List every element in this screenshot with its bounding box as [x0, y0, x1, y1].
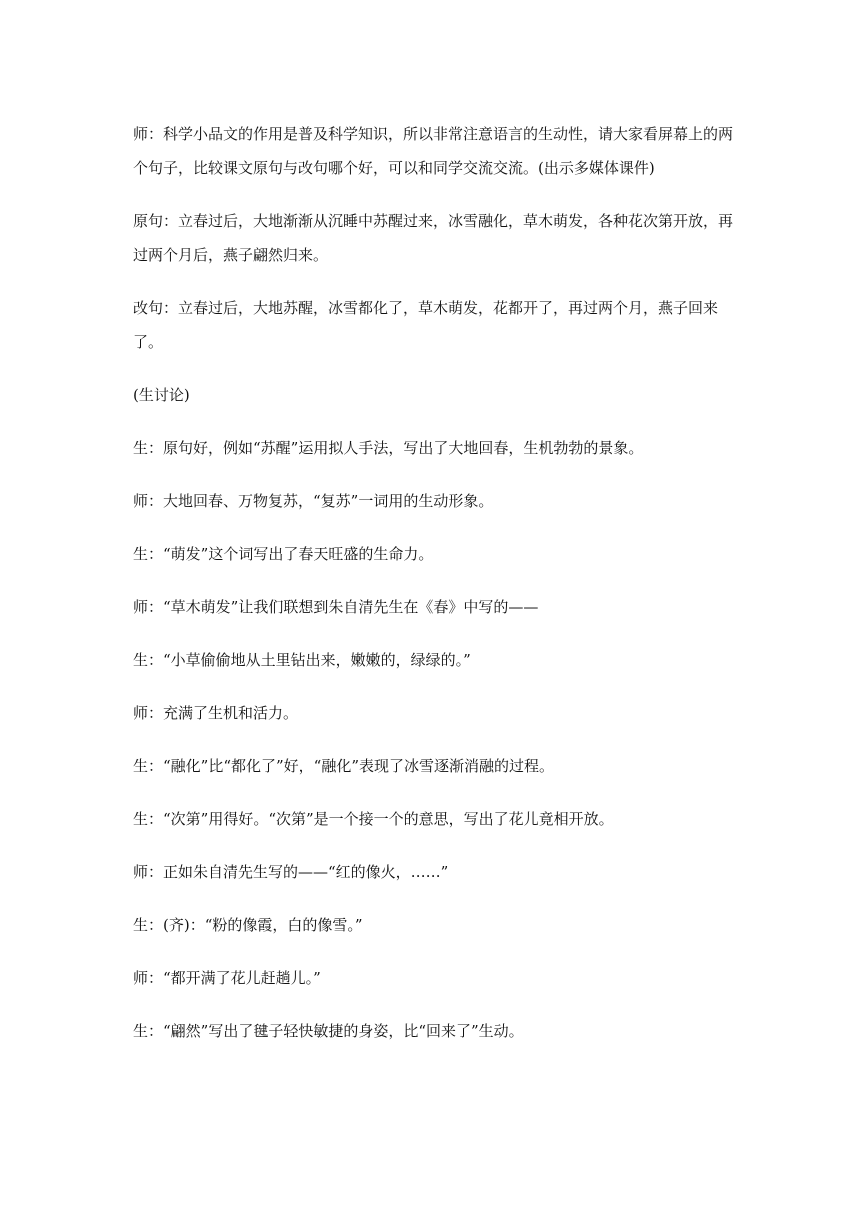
- paragraph-student-suxing: 生：原句好，例如“苏醒”运用拟人手法，写出了大地回春，生机勃勃的景象。: [133, 439, 644, 457]
- paragraph-teacher-shengji: 师：充满了生机和活力。: [133, 704, 299, 722]
- paragraph-student-discussion: (生讨论): [133, 386, 190, 404]
- paragraph-student-ronghua: 生：“融化”比“都化了”好，“融化”表现了冰雪逐渐消融的过程。: [133, 757, 555, 775]
- document-body: [133, 117, 733, 1067]
- paragraph-student-cidi: 生：“次第”用得好。“次第”是一个接一个的意思，写出了花儿竟相开放。: [133, 810, 614, 828]
- paragraph-revised-sentence: 改句：立春过后，大地苏醒，冰雪都化了，草木萌发，花都开了，再过两个月，燕子回来了。: [133, 299, 719, 351]
- paragraph-student-mengfa: 生：“萌发”这个词写出了春天旺盛的生命力。: [133, 545, 434, 563]
- paragraph-teacher-chun: 师：“草木萌发”让我们联想到朱自清先生在《春》中写的——: [133, 598, 539, 616]
- paragraph-teacher-gantanger: 师：“都开满了花儿赶趟儿。”: [133, 969, 321, 987]
- paragraph-teacher-hongdexianghuo: 师：正如朱自清先生写的——“红的像火，……”: [133, 863, 449, 881]
- paragraph-original-sentence: 原句：立春过后，大地渐渐从沉睡中苏醒过来，冰雪融化，草木萌发，各种花次第开放，再过两个月后，燕子翩然归来。: [133, 212, 734, 264]
- paragraph-teacher-fusu: 师：大地回春、万物复苏，“复苏”一词用的生动形象。: [133, 492, 494, 510]
- paragraph-students-chorus: 生：(齐)：“粉的像霞，白的像雪。”: [133, 916, 363, 934]
- paragraph-student-pianran: 生：“翩然”写出了毽子轻快敏捷的身姿，比“回来了”生动。: [133, 1022, 524, 1040]
- paragraph-student-xiaocao: 生：“小草偷偷地从土里钻出来，嫩嫩的，绿绿的。”: [133, 651, 471, 669]
- paragraph-teacher-intro: 师：科学小品文的作用是普及科学知识，所以非常注意语言的生动性，请大家看屏幕上的两个句子，比较课文原句与改句哪个好，可以和同学交流交流。(出示多媒体课件): [133, 125, 734, 177]
